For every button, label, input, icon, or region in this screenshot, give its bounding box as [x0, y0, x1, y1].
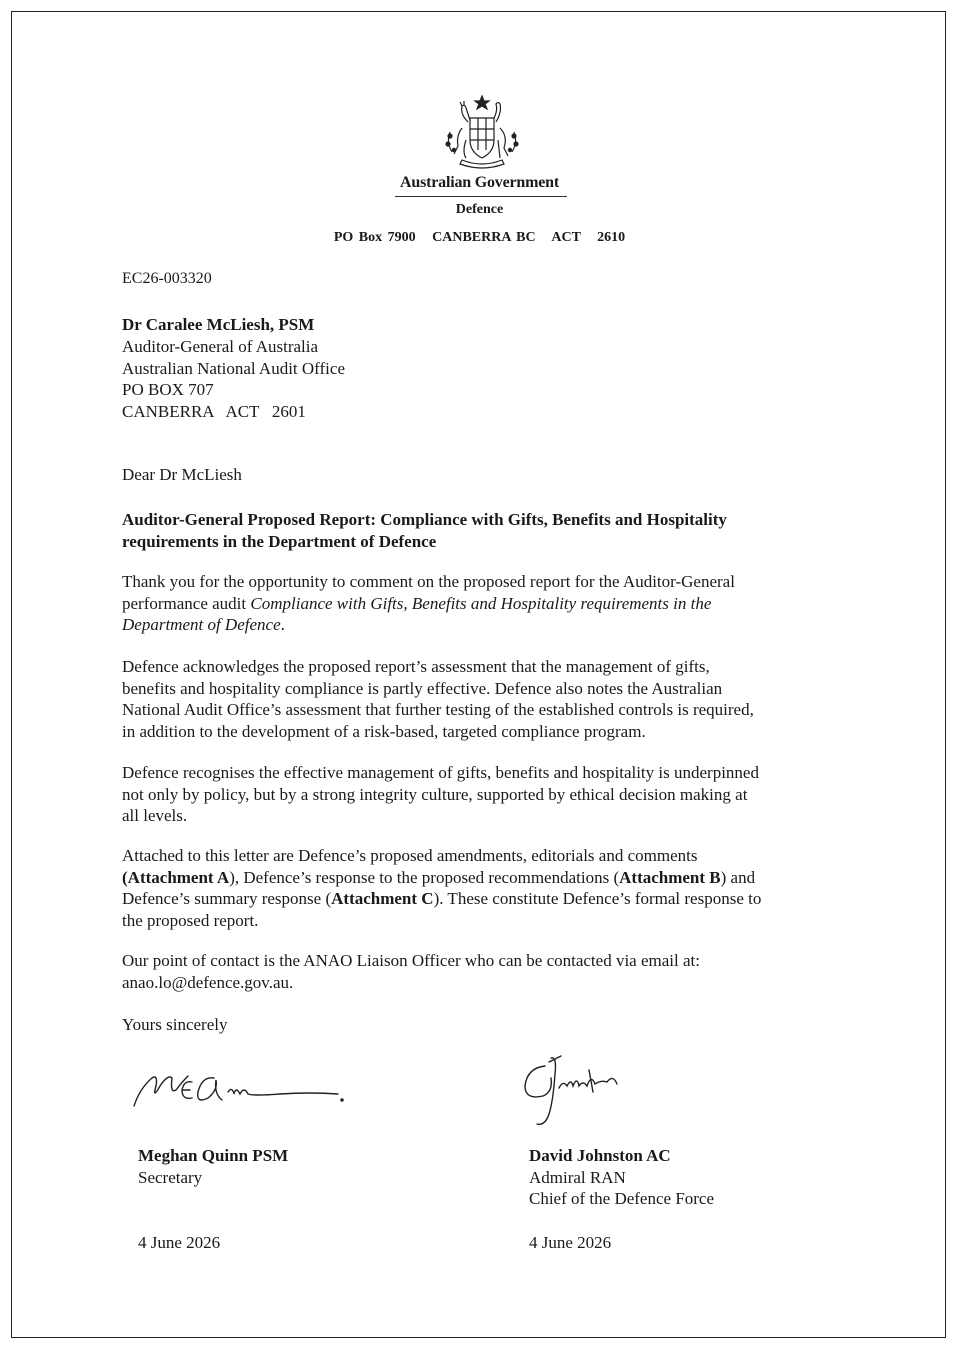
- letterhead-department: Defence: [455, 202, 504, 217]
- report-title-italic: Compliance with Gifts, Benefits and Hospitality requirements in the: [250, 593, 712, 613]
- subject-heading: [122, 509, 852, 552]
- text-run: ). These constitute Defence’s formal response to: [433, 889, 762, 909]
- signatory-role: Admiral RAN: [529, 1167, 626, 1187]
- paragraph-line: [122, 867, 857, 889]
- paragraph-attachments: [122, 845, 857, 931]
- salutation: Dear Dr McLiesh: [122, 465, 242, 484]
- paragraph-integrity: [122, 762, 857, 827]
- signatory-name: David Johnston AC: [529, 1146, 671, 1165]
- paragraph-line: in addition to the development of a risk-based, targeted compliance program.: [122, 721, 646, 741]
- text-run: .: [280, 615, 285, 635]
- paragraph-line: [122, 593, 857, 615]
- addressee-block: [122, 314, 345, 423]
- attachment-a-label: Attachment A: [127, 867, 230, 887]
- reference-number: EC26-003320: [122, 270, 212, 287]
- paragraph-line: [122, 614, 857, 636]
- paragraph-line: National Audit Office’s assessment that further testing of the established controls is required,: [122, 700, 754, 720]
- signature-date: 4 June 2026: [138, 1233, 221, 1252]
- contact-email: anao.lo@defence.gov.au.: [122, 972, 294, 992]
- paragraph-contact: [122, 950, 857, 993]
- signatory-role: Secretary: [138, 1167, 203, 1187]
- letterhead-government: Australian Government: [400, 174, 559, 191]
- signatory-cdf: [529, 1145, 714, 1210]
- paragraph-line: Defence acknowledges the proposed report’s assessment that the management of gifts,: [122, 657, 710, 676]
- text-run: ), Defence’s response to the proposed recommendations (: [229, 867, 620, 887]
- paragraph-thanks: [122, 571, 857, 636]
- letterhead-divider: [395, 196, 567, 197]
- signatory-role: Chief of the Defence Force: [529, 1189, 715, 1209]
- addressee-name: Dr Caralee McLiesh, PSM: [122, 315, 315, 334]
- addressee-city: CANBERRA ACT 2601: [122, 402, 306, 422]
- subject-line: Auditor-General Proposed Report: Compliance with Gifts, Benefits and Hospitality: [122, 510, 727, 529]
- paragraph-line: the proposed report.: [122, 910, 259, 930]
- addressee-organisation: Australian National Audit Office: [122, 358, 345, 378]
- paragraph-acknowledgement: [122, 656, 857, 742]
- signatory-name: Meghan Quinn PSM: [138, 1146, 289, 1165]
- paragraph-line: all levels.: [122, 806, 188, 826]
- letter-page: [11, 11, 946, 1338]
- commonwealth-coat-of-arms-icon: [432, 92, 532, 172]
- text-run: (: [122, 867, 128, 887]
- attachment-c-label: Attachment C: [331, 889, 434, 909]
- letterhead-address: PO Box 7900 CANBERRA BC ACT 2610: [333, 230, 626, 245]
- subject-line: requirements in the Department of Defence: [122, 531, 437, 551]
- text-run: Defence’s summary response (: [122, 889, 332, 909]
- signatory-secretary: [138, 1145, 288, 1188]
- paragraph-line: Our point of contact is the ANAO Liaison Officer who can be contacted via email at:: [122, 951, 700, 970]
- attachment-b-label: Attachment B: [619, 867, 721, 887]
- paragraph-line: Thank you for the opportunity to comment on the proposed report for the Auditor-General: [122, 572, 735, 591]
- handwritten-signature-icon: [517, 1052, 637, 1132]
- paragraph-line: not only by policy, but by a strong integrity culture, supported by ethical decision making at: [122, 784, 748, 804]
- closing: Yours sincerely: [122, 1015, 228, 1034]
- report-title-italic: Department of Defence: [122, 615, 281, 635]
- paragraph-line: Defence recognises the effective management of gifts, benefits and hospitality is underpinned: [122, 763, 759, 782]
- paragraph-line: Attached to this letter are Defence’s proposed amendments, editorials and comments: [122, 846, 698, 865]
- signature-date: 4 June 2026: [529, 1233, 612, 1252]
- text-run: ) and: [720, 867, 756, 887]
- addressee-title: Auditor-General of Australia: [122, 336, 319, 356]
- addressee-po-box: PO BOX 707: [122, 380, 214, 400]
- handwritten-signature-icon: [130, 1064, 350, 1116]
- paragraph-line: [122, 888, 857, 910]
- paragraph-line: benefits and hospitality compliance is partly effective. Defence also notes the Australian: [122, 678, 723, 698]
- text-run: performance audit: [122, 593, 251, 613]
